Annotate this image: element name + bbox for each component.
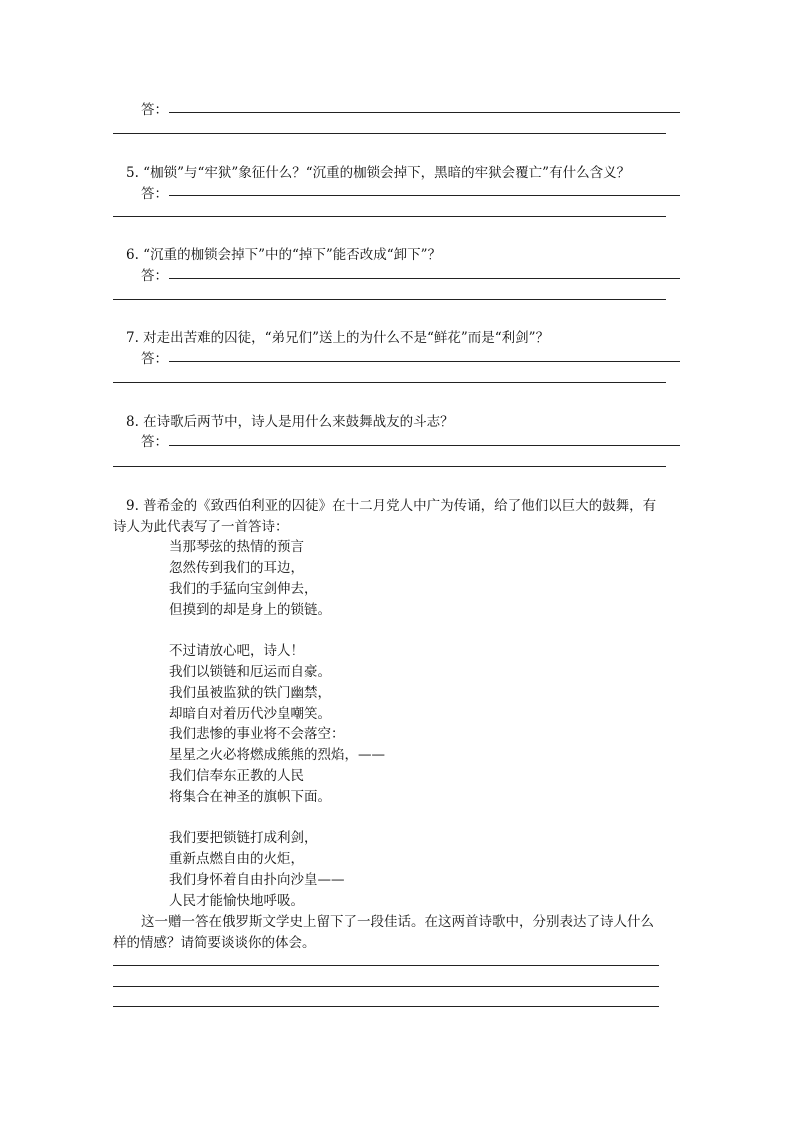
poem-line: 却暗自对着历代沙皇嘲笑。	[169, 706, 331, 722]
q8-question: 8. 在诗歌后两节中，诗人是用什么来鼓舞战友的斗志？	[126, 414, 454, 430]
poem-line: 我们悲惨的事业将不会落空：	[169, 726, 345, 742]
q5-answer-label: 答：	[141, 186, 168, 202]
q9-answer-line-2[interactable]	[113, 986, 659, 987]
q4-answer-line-2[interactable]	[113, 133, 666, 134]
q6-answer-line-1[interactable]	[169, 278, 680, 279]
poem-line: 但摸到的却是身上的锁链。	[169, 602, 331, 618]
q9-intro-line-1: 9. 普希金的《致西伯利亚的囚徒》在十二月党人中广为传诵，给了他们以巨大的鼓舞，有	[126, 498, 657, 514]
q8-answer-label: 答：	[141, 434, 168, 450]
poem-line: 将集合在神圣的旗帜下面。	[169, 789, 331, 805]
poem-line: 我们要把锁链打成利剑，	[169, 830, 318, 846]
q5-answer-line-1[interactable]	[169, 195, 680, 196]
q7-answer-label: 答：	[141, 351, 168, 367]
q9-question-line-2: 样的情感？请简要谈谈你的体会。	[113, 935, 316, 951]
poem-line: 人民才能愉快地呼吸。	[169, 893, 304, 909]
q9-answer-line-1[interactable]	[113, 965, 659, 966]
poem-line: 我们身怀着自由扑向沙皇——	[169, 872, 345, 888]
q6-answer-line-2[interactable]	[113, 299, 666, 300]
poem-line: 当那琴弦的热情的预言	[169, 539, 304, 555]
poem-line: 我们虽被监狱的铁门幽禁，	[169, 685, 331, 701]
q7-question: 7. 对走出苦难的囚徒，“弟兄们”送上的为什么不是“鲜花”而是“利剑”？	[126, 330, 550, 346]
q4-answer-label: 答：	[141, 102, 168, 118]
q8-answer-line-1[interactable]	[169, 445, 680, 446]
q7-answer-line-2[interactable]	[113, 382, 666, 383]
q5-question: 5. “枷锁”与“牢狱”象征什么？“沉重的枷锁会掉下，黑暗的牢狱会覆亡”有什么含义？	[126, 165, 631, 181]
poem-line: 忽然传到我们的耳边，	[169, 560, 304, 576]
q9-question-line-1: 这一赠一答在俄罗斯文学史上留下了一段佳话。在这两首诗歌中，分别表达了诗人什么	[141, 914, 654, 930]
q6-question: 6. “沉重的枷锁会掉下”中的“掉下”能否改成“卸下”？	[126, 247, 442, 263]
q9-intro-line-2: 诗人为此代表写了一首答诗：	[113, 519, 289, 535]
q8-answer-line-2[interactable]	[113, 466, 666, 467]
q5-answer-line-2[interactable]	[113, 216, 666, 217]
q9-answer-line-3[interactable]	[113, 1006, 659, 1007]
poem-line: 我们的手猛向宝剑伸去，	[169, 581, 318, 597]
q4-answer-line-1[interactable]	[169, 112, 680, 113]
q6-answer-label: 答：	[141, 268, 168, 284]
poem-line: 不过请放心吧，诗人！	[169, 643, 304, 659]
poem-line: 我们信奉东正教的人民	[169, 768, 304, 784]
q7-answer-line-1[interactable]	[169, 361, 680, 362]
poem-line: 星星之火必将燃成熊熊的烈焰，——	[169, 747, 385, 763]
poem-line: 我们以锁链和厄运而自豪。	[169, 664, 331, 680]
poem-line: 重新点燃自由的火炬，	[169, 851, 304, 867]
